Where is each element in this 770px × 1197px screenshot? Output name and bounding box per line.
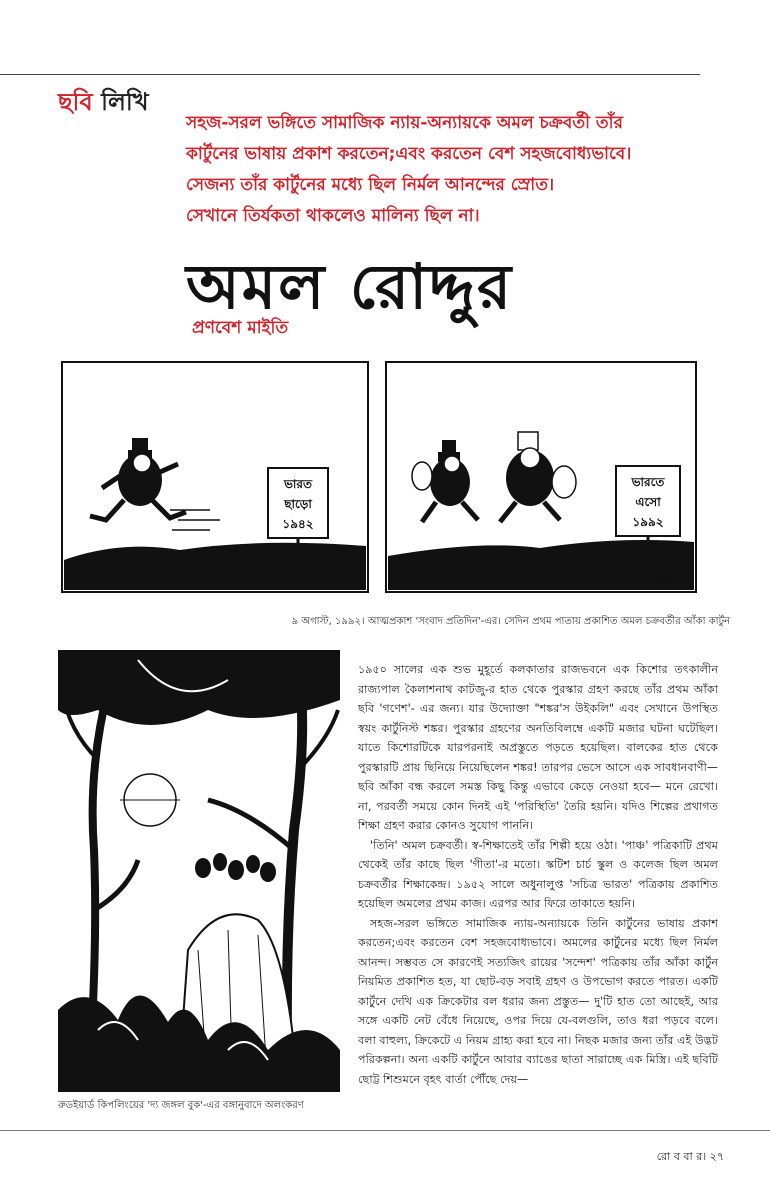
byline: প্রণবেশ মাইতি xyxy=(192,318,289,338)
intro-line: সেজন্য তাঁর কার্টুনের মধ্যে ছিল নির্মল আনন্দের স্রোত। xyxy=(186,175,555,195)
footer-rule xyxy=(0,1130,770,1131)
article-paragraph: 'তিনি' অমল চক্রবর্তী। স্ব-শিক্ষাতেই তাঁর শিল্পী হয়ে ওঠা। 'পাঞ্চ' পত্রিকাটি প্রথম থেকেই তাঁর কাছে ছিল 'গীতা'-র মতো। স্কটিশ চার্চ স্কুল ও কলেজ ছিল অমল চক্রবর্তীর শিক্ষাকেন্দ্র। ১৯৫২ সালে অধুনালুপ্ত 'সচিত্র ভারত' পত্রিকায় প্রকাশিত হয়েছিল অমলের প্রথম কাজ। এরপর আর ফিরে তাকাতে হয়নি। xyxy=(358,838,718,910)
artist-signature: অমল xyxy=(655,576,677,587)
sign-left-line3: ১৯৪২ xyxy=(282,517,314,531)
sign-left-line1: ভারত xyxy=(283,477,313,491)
sign-right-line1: ভারতে xyxy=(631,475,665,489)
section-label-word1: ছবি xyxy=(58,88,93,116)
jungle-book-illustration xyxy=(58,650,340,1092)
cartoon-strip xyxy=(60,360,700,600)
section-label-word2: লিখি xyxy=(101,88,149,116)
article-paragraph: ১৯৫০ সালের এক শুভ মুহূর্তে কলকাতার রাজভবনে এক কিশোর তৎকালীন রাজ্যপাল কৈলাশনাথ কাটজু-র হাত থেকে পুরস্কার গ্রহণ করছে তাঁর প্রথম আঁকা ছবি 'গণেশ'- এর জন্য। যার উদ্যোক্তা "শঙ্কর'স উইকলি" এবং সেখানে উপস্থিত স্বয়ং কার্টুনিস্ট শঙ্কর। পুরস্কার গ্রহণের অনতিবিলম্বে একটি মজার ঘটনা ঘটেছিল। যাতে কিশোরটিকে যারপরনাই অপ্রস্তুতে পড়তে হয়েছিল। বালকের হাত থেকে পুরস্কারটি প্রায় ছিনিয়ে নিয়েছিলেন শঙ্কর! তারপর ভেসে আসে এক সাবধানবাণী— ছবি আঁকা বন্ধ করলে সমস্ত কিছু কিন্তু এভাবে কেড়ে নেওয়া হবে— মনে রেখো। না, পরবর্তী সময়ে কোন দিনই এই 'পরিস্থিতি' তৈরি হয়নি। যদিও শিল্পের প্রথাগত শিক্ষা গ্রহণ করার কোনও সুযোগ পাননি। xyxy=(358,663,718,832)
sign-right-line3: ১৯৯২ xyxy=(632,515,664,529)
sign-right-line2: এসো xyxy=(635,495,661,509)
article-body xyxy=(358,660,718,1089)
intro-line: সেখানে তির্যকতা থাকলেও মালিন্য ছিল না। xyxy=(186,206,480,226)
header-rule xyxy=(0,74,700,75)
section-label xyxy=(58,84,149,124)
intro-text xyxy=(186,108,726,232)
cartoon-caption: ৯ অগাস্ট, ১৯৯২। আত্মপ্রকাশ 'সংবাদ প্রতিদিন'-এর। সেদিন প্রথম পাতায় প্রকাশিত অমল চক্রবর্তীর আঁকা কার্টুন xyxy=(291,616,730,627)
intro-line: কার্টুনের ভাষায় প্রকাশ করতেন;এবং করতেন বেশ সহজবোধ্যভাবে। xyxy=(186,144,632,164)
illustration-caption: রুডইয়ার্ড কিপলিংয়ের 'দ্য জঙ্গল বুক'-এর বঙ্গানুবাদে অলংকরণ xyxy=(58,1100,304,1111)
ground-left xyxy=(64,543,366,590)
article-paragraph: সহজ-সরল ভঙ্গিতে সামাজিক ন্যায়-অন্যায়কে তিনি কার্টুনের ভাষায় প্রকাশ করতেন;এবং করতেন বেশ সহজবোধ্যভাবে। অমলের কার্টুনের মধ্যে ছিল নির্মল আনন্দ। সম্ভবত সে কারণেই সত্যজিৎ রায়ের 'সন্দেশ' পত্রিকায় তাঁর আঁকা কার্টুন নিয়মিত প্রকাশিত হত, যা ছোট-বড় সবাই গ্রহণ ও উপভোগ করতে পারত। একটি কার্টুনে দেখি এক ক্রিকেটার বল ধরার জন্য প্রস্তুত— দু'টি হাত তো আছেই, আর সঙ্গে একটি নেট বেঁধে নিয়েছে, ওপর দিয়ে যে-বলগুলি, তাও ধরা পড়বে বলে। বলা বাহুল্য, ক্রিকেটে এ নিয়ম গ্রাহ্য করা হবে না। নিছক মজার জন্য তাঁর এই উদ্ভট পরিকল্পনা। অন্য একটি কার্টুনে আবার ব্যাঙের ছাতা সারাচ্ছে এক মিস্ত্রি। এই ছবিটি ছোট্ট শিশুমনে বৃহৎ বার্তা পৌঁছে দেয়— xyxy=(358,916,718,1086)
sign-left-line2: ছাড়ো xyxy=(284,497,312,511)
article-headline: অমল রোদ্দুর xyxy=(186,250,514,323)
intro-line: সহজ-সরল ভঙ্গিতে সামাজিক ন্যায়-অন্যায়কে অমল চক্রবর্তী তাঁর xyxy=(186,113,623,133)
page-footer: রো ব বা র। ২৭ xyxy=(656,1150,724,1163)
